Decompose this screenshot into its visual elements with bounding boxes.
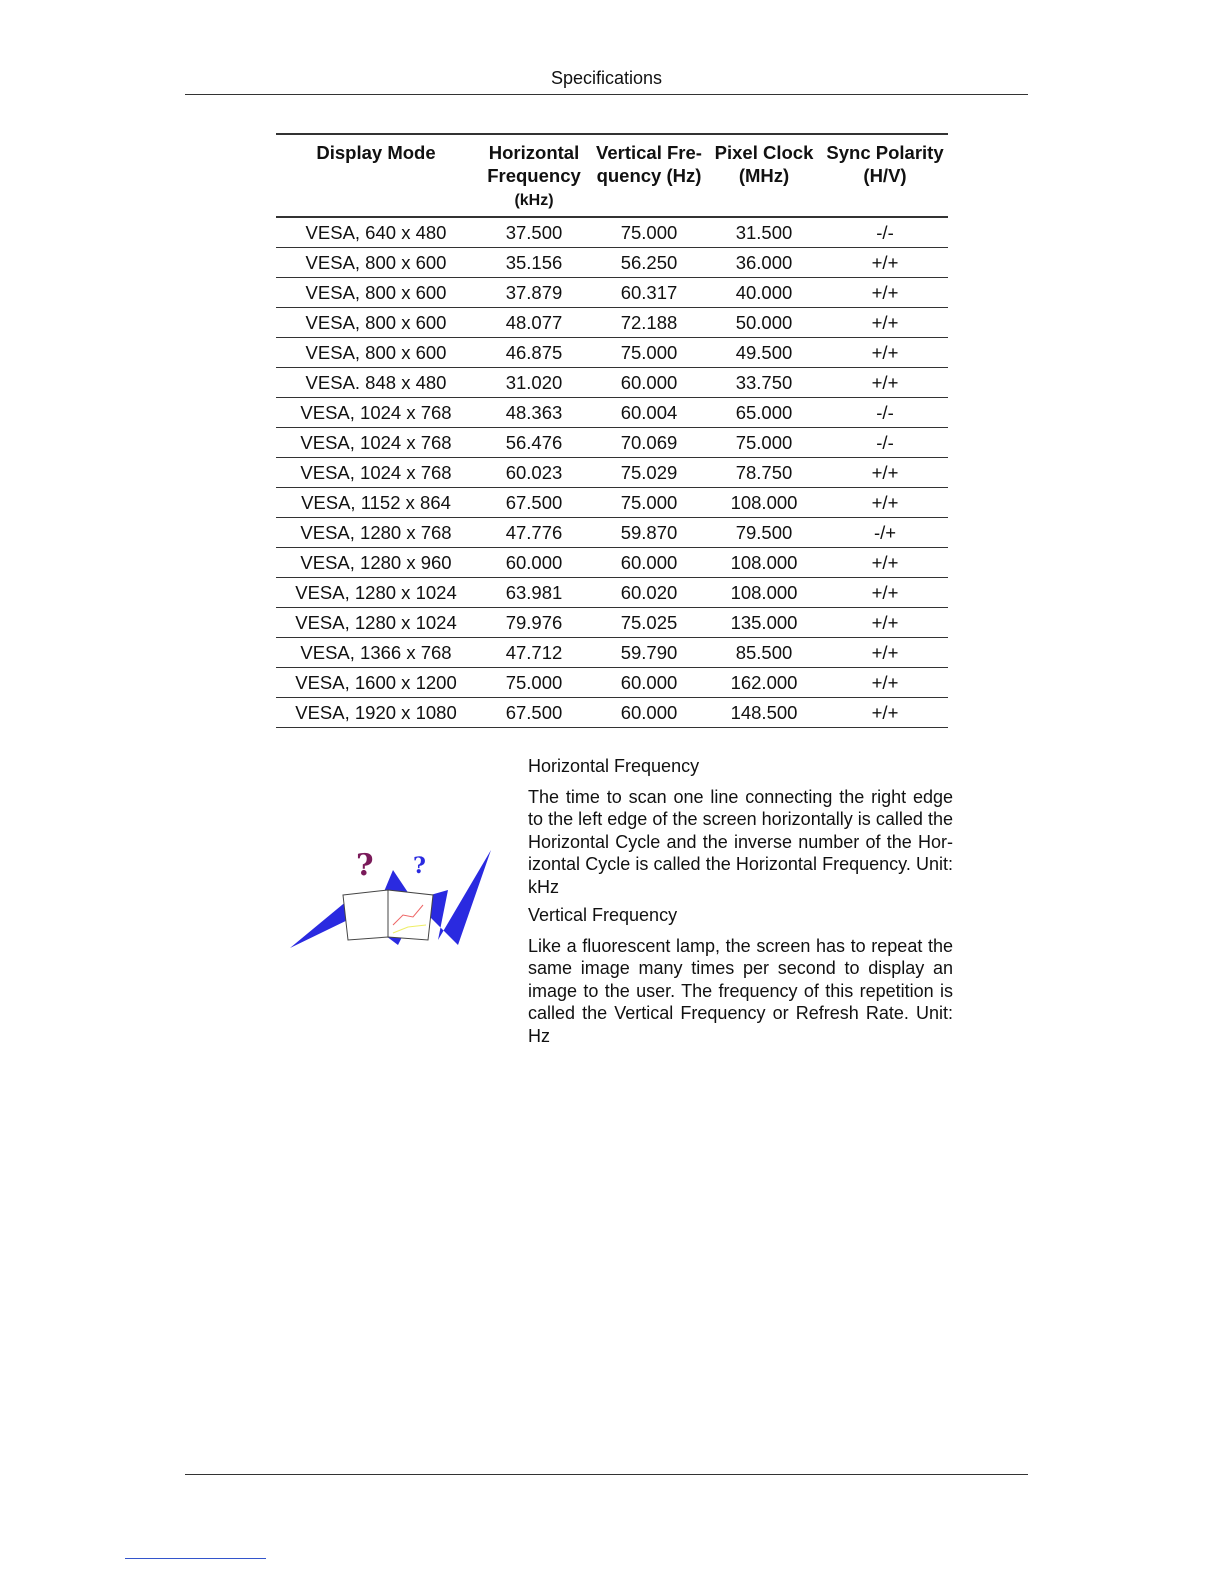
- cell-display-mode: VESA. 848 x 480: [276, 368, 476, 398]
- table-row: [276, 578, 948, 608]
- notes-section: [528, 755, 953, 1047]
- table-row: [276, 638, 948, 668]
- cell-vertical-frequency: 60.000: [592, 368, 706, 398]
- table-row: [276, 488, 948, 518]
- table-row: [276, 308, 948, 338]
- cell-horizontal-frequency: 47.776: [476, 518, 592, 548]
- cell-sync-polarity: +/+: [822, 368, 948, 398]
- cell-pixel-clock: 33.750: [706, 368, 822, 398]
- table-row: [276, 248, 948, 278]
- cell-display-mode: VESA, 1280 x 1024: [276, 608, 476, 638]
- cell-sync-polarity: +/+: [822, 458, 948, 488]
- cell-pixel-clock: 108.000: [706, 548, 822, 578]
- cell-pixel-clock: 162.000: [706, 668, 822, 698]
- cell-vertical-frequency: 75.000: [592, 338, 706, 368]
- col-hf-label: Horizontal Frequency: [487, 142, 581, 186]
- cell-display-mode: VESA, 1920 x 1080: [276, 698, 476, 728]
- monitor-book-illustration: [288, 845, 494, 951]
- cell-sync-polarity: -/+: [822, 518, 948, 548]
- cell-sync-polarity: +/+: [822, 608, 948, 638]
- cell-display-mode: VESA, 1024 x 768: [276, 398, 476, 428]
- cell-pixel-clock: 108.000: [706, 578, 822, 608]
- col-hf-unit: (kHz): [514, 192, 554, 209]
- page-header-title: Specifications: [550, 68, 663, 88]
- cell-display-mode: VESA, 640 x 480: [276, 217, 476, 248]
- cell-vertical-frequency: 59.870: [592, 518, 706, 548]
- cell-horizontal-frequency: 60.023: [476, 458, 592, 488]
- cell-pixel-clock: 36.000: [706, 248, 822, 278]
- cell-display-mode: VESA, 800 x 600: [276, 248, 476, 278]
- cell-horizontal-frequency: 37.879: [476, 278, 592, 308]
- display-modes-table: [276, 133, 948, 728]
- cell-pixel-clock: 135.000: [706, 608, 822, 638]
- cell-sync-polarity: +/+: [822, 578, 948, 608]
- cell-display-mode: VESA, 800 x 600: [276, 278, 476, 308]
- col-pixel-clock: Pixel Clock (MHz): [706, 134, 822, 217]
- cell-pixel-clock: 78.750: [706, 458, 822, 488]
- cell-sync-polarity: +/+: [822, 698, 948, 728]
- table-row: [276, 338, 948, 368]
- cell-vertical-frequency: 70.069: [592, 428, 706, 458]
- cell-horizontal-frequency: 75.000: [476, 668, 592, 698]
- cell-sync-polarity: +/+: [822, 338, 948, 368]
- cell-sync-polarity: -/-: [822, 398, 948, 428]
- cell-pixel-clock: 31.500: [706, 217, 822, 248]
- footer-rule: [185, 1474, 1028, 1475]
- cell-horizontal-frequency: 47.712: [476, 638, 592, 668]
- cell-horizontal-frequency: 48.077: [476, 308, 592, 338]
- col-display-mode: Display Mode: [276, 134, 476, 217]
- cell-vertical-frequency: 60.020: [592, 578, 706, 608]
- cell-vertical-frequency: 72.188: [592, 308, 706, 338]
- cell-vertical-frequency: 60.317: [592, 278, 706, 308]
- cell-sync-polarity: -/-: [822, 428, 948, 458]
- cell-sync-polarity: -/-: [822, 217, 948, 248]
- question-mark-icon-small: ?: [413, 853, 426, 879]
- table-row: [276, 278, 948, 308]
- cell-vertical-frequency: 60.000: [592, 548, 706, 578]
- cell-pixel-clock: 108.000: [706, 488, 822, 518]
- table-row: [276, 668, 948, 698]
- cell-horizontal-frequency: 48.363: [476, 398, 592, 428]
- cell-vertical-frequency: 75.000: [592, 488, 706, 518]
- cell-vertical-frequency: 59.790: [592, 638, 706, 668]
- vf-text: Like a fluorescent lamp, the screen has to repeat the same image many times per second to display an image to the user. The frequency of this repetition is called the Vertical Frequency or Refresh Rate. Unit: Hz: [528, 935, 953, 1046]
- cell-horizontal-frequency: 35.156: [476, 248, 592, 278]
- cell-sync-polarity: +/+: [822, 308, 948, 338]
- cell-pixel-clock: 49.500: [706, 338, 822, 368]
- cell-display-mode: VESA, 1152 x 864: [276, 488, 476, 518]
- cell-vertical-frequency: 60.000: [592, 668, 706, 698]
- table-row: [276, 398, 948, 428]
- cell-vertical-frequency: 56.250: [592, 248, 706, 278]
- cell-sync-polarity: +/+: [822, 668, 948, 698]
- table-row: [276, 518, 948, 548]
- table-row: [276, 368, 948, 398]
- col-horizontal-frequency: [476, 134, 592, 217]
- cell-pixel-clock: 85.500: [706, 638, 822, 668]
- cell-horizontal-frequency: 63.981: [476, 578, 592, 608]
- cell-vertical-frequency: 75.025: [592, 608, 706, 638]
- cell-sync-polarity: +/+: [822, 488, 948, 518]
- footer-link-underline[interactable]: [125, 1558, 266, 1559]
- cell-horizontal-frequency: 67.500: [476, 488, 592, 518]
- cell-sync-polarity: +/+: [822, 548, 948, 578]
- cell-horizontal-frequency: 67.500: [476, 698, 592, 728]
- hf-text: The time to scan one line connecting the right edge to the left edge of the screen horizontally is called the Horizontal Cycle and the inverse number of the Hor- izontal Cycle is called the Horizontal Frequency. Unit: kHz: [528, 786, 953, 897]
- cell-display-mode: VESA, 1366 x 768: [276, 638, 476, 668]
- cell-vertical-frequency: 60.000: [592, 698, 706, 728]
- table-row: [276, 608, 948, 638]
- cell-vertical-frequency: 75.000: [592, 217, 706, 248]
- cell-pixel-clock: 148.500: [706, 698, 822, 728]
- col-vertical-frequency: Vertical Fre- quency (Hz): [592, 134, 706, 217]
- table-header-row: [276, 134, 948, 217]
- cell-horizontal-frequency: 79.976: [476, 608, 592, 638]
- cell-display-mode: VESA, 1280 x 960: [276, 548, 476, 578]
- cell-display-mode: VESA, 1024 x 768: [276, 428, 476, 458]
- cell-display-mode: VESA, 1600 x 1200: [276, 668, 476, 698]
- cell-horizontal-frequency: 60.000: [476, 548, 592, 578]
- cell-pixel-clock: 75.000: [706, 428, 822, 458]
- question-mark-icon: ?: [356, 848, 374, 883]
- cell-vertical-frequency: 75.029: [592, 458, 706, 488]
- cell-display-mode: VESA, 1280 x 1024: [276, 578, 476, 608]
- cell-sync-polarity: +/+: [822, 278, 948, 308]
- table-row: [276, 548, 948, 578]
- cell-pixel-clock: 65.000: [706, 398, 822, 428]
- hf-title: Horizontal Frequency: [528, 756, 700, 776]
- cell-vertical-frequency: 60.004: [592, 398, 706, 428]
- cell-horizontal-frequency: 56.476: [476, 428, 592, 458]
- table-row: [276, 698, 948, 728]
- cell-pixel-clock: 79.500: [706, 518, 822, 548]
- cell-sync-polarity: +/+: [822, 638, 948, 668]
- col-sync-polarity: Sync Polarity (H/V): [822, 134, 948, 217]
- cell-horizontal-frequency: 37.500: [476, 217, 592, 248]
- header-rule: [185, 94, 1028, 95]
- cell-horizontal-frequency: 46.875: [476, 338, 592, 368]
- vf-title: Vertical Frequency: [528, 905, 678, 925]
- cell-display-mode: VESA, 1280 x 768: [276, 518, 476, 548]
- table-row: [276, 217, 948, 248]
- cell-display-mode: VESA, 1024 x 768: [276, 458, 476, 488]
- cell-pixel-clock: 50.000: [706, 308, 822, 338]
- table-row: [276, 458, 948, 488]
- cell-pixel-clock: 40.000: [706, 278, 822, 308]
- cell-display-mode: VESA, 800 x 600: [276, 338, 476, 368]
- cell-horizontal-frequency: 31.020: [476, 368, 592, 398]
- cell-sync-polarity: +/+: [822, 248, 948, 278]
- cell-display-mode: VESA, 800 x 600: [276, 308, 476, 338]
- table-row: [276, 428, 948, 458]
